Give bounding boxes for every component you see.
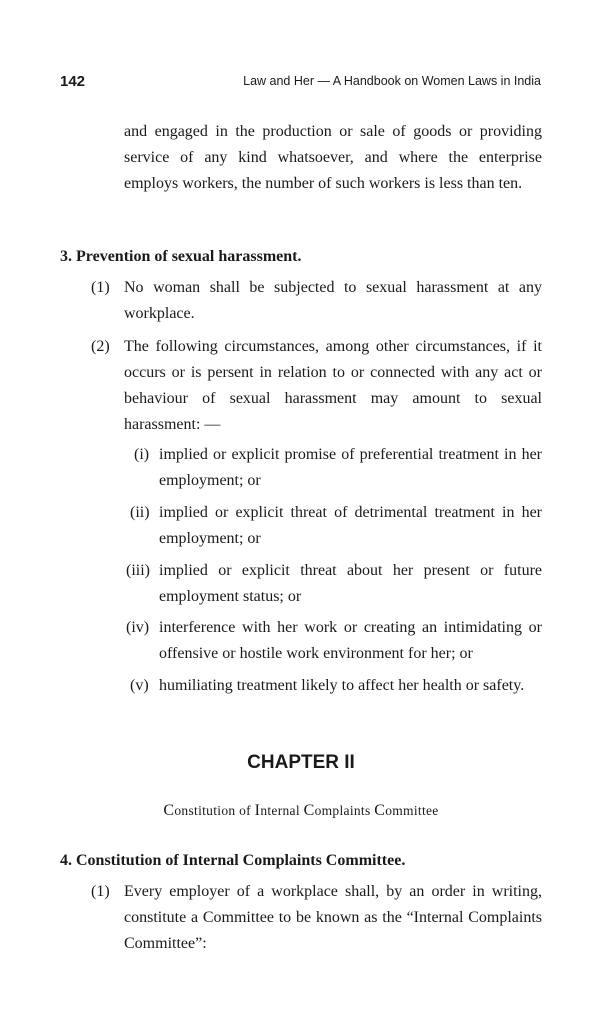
item-v-text: humiliating treatment likely to affect her health or safety. — [159, 677, 525, 694]
subtitle-initial: C — [303, 802, 315, 819]
subtitle-rest: ommittee — [385, 803, 439, 818]
clause-3-1-number: (1) — [91, 279, 110, 296]
clause-3-2-number: (2) — [91, 338, 110, 355]
chapter-subtitle — [0, 802, 602, 820]
subtitle-word — [255, 803, 300, 818]
clause-4-1-number: (1) — [91, 883, 110, 900]
item-ii-mark: (ii) — [130, 504, 150, 521]
subtitle-rest: omplaints — [314, 803, 371, 818]
section-4-heading: 4. Constitution of Internal Complaints Committee. — [60, 852, 406, 869]
item-iv-text: interference with her work or creating an intimidating or offensive or hostile work environment for her; or — [159, 619, 542, 662]
clause-3-1-text: No woman shall be subjected to sexual harassment at any workplace. — [124, 279, 542, 322]
subtitle-rest: nternal — [260, 803, 300, 818]
subtitle-word — [239, 803, 251, 818]
item-v-mark: (v) — [130, 677, 149, 694]
running-header-title: Law and Her — A Handbook on Women Laws in India — [243, 74, 541, 88]
clause-3-2-text: The following circumstances, among other circumstances, if it occurs or is persent in relation to or connected with any act or behaviour of sexual harassment may amount to sexual harassment: — — [124, 338, 542, 433]
subtitle-rest: onstitution — [174, 803, 236, 818]
section-3-heading: 3. Prevention of sexual harassment. — [60, 248, 302, 265]
item-iii-mark: (iii) — [126, 562, 150, 579]
subtitle-initial: I — [254, 802, 261, 819]
subtitle-initial: C — [163, 802, 175, 819]
chapter-title: CHAPTER II — [247, 752, 355, 773]
item-i-text: implied or explicit promise of preferential treatment in her employment; or — [159, 446, 542, 489]
item-iii-text: implied or explicit threat about her present or future employment status; or — [159, 562, 542, 605]
intro-paragraph: and engaged in the production or sale of goods or providing service of any kind whatsoever, and where the enterprise employs workers, the number of such workers is less than ten. — [124, 123, 542, 192]
item-ii-text: implied or explicit threat of detrimental treatment in her employment; or — [159, 504, 542, 547]
item-i-mark: (i) — [134, 446, 150, 463]
subtitle-initial: C — [374, 802, 386, 819]
subtitle-word — [163, 803, 235, 818]
subtitle-word — [374, 803, 438, 818]
subtitle-rest: of — [239, 803, 251, 818]
subtitle-word — [304, 803, 371, 818]
page-number: 142 — [60, 73, 86, 90]
item-iv-mark: (iv) — [126, 619, 150, 636]
clause-4-1-text: Every employer of a workplace shall, by an order in writing, constitute a Committee to be known as the “Internal Complaints Committee”: — [124, 883, 542, 952]
